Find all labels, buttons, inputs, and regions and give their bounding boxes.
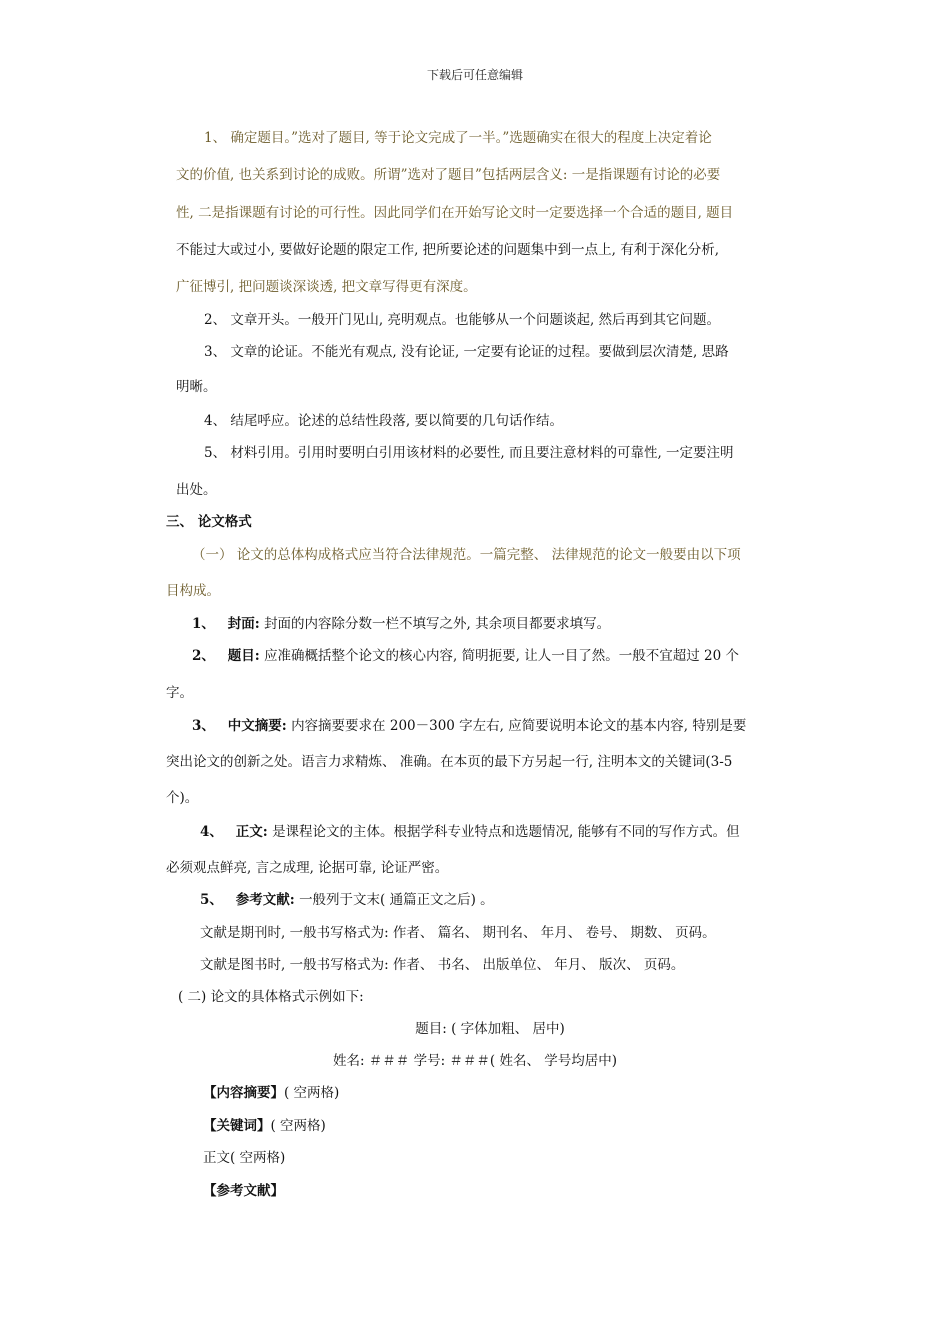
example-references: 【参考文献】 — [203, 1183, 284, 1199]
point-4: 4、 结尾呼应。论述的总结性段落, 要以简要的几句话作结。 — [204, 413, 563, 429]
example-abstract-label: 【内容摘要】 — [203, 1085, 284, 1101]
example-keywords — [203, 1116, 326, 1136]
example-abstract — [203, 1083, 339, 1103]
item-4 — [200, 822, 740, 842]
section-3-heading: 三、 论文格式 — [166, 514, 252, 530]
item-2-label: 题目: — [227, 648, 260, 664]
item-4-label: 正文: — [235, 824, 268, 840]
example-body: 正文( 空两格) — [203, 1150, 286, 1166]
point-2: 2、 文章开头。一般开门见山, 亮明观点。也能够从一个问题谈起, 然后再到其它问题。 — [204, 312, 721, 328]
item-4-text: 是课程论文的主体。根据学科专业特点和选题情况, 能够有不同的写作方式。但 — [272, 824, 740, 840]
example-abstract-note: ( 空两格) — [284, 1085, 340, 1101]
point-1-line-2: 文的价值, 也关系到讨论的成败。所谓”选对了题目”包括两层含义: 一是指课题有讨论的必要 — [176, 167, 721, 183]
item-2-number: 2、 — [192, 648, 215, 664]
item-3 — [192, 716, 746, 736]
item-1-text: 封面的内容除分数一栏不填写之外, 其余项目都要求填写。 — [264, 616, 611, 632]
item-5 — [200, 890, 494, 910]
ref-book-format: 文献是图书时, 一般书写格式为: 作者、 书名、 出版单位、 年月、 版次、 页码。 — [200, 957, 685, 973]
item-2-line-2: 字。 — [166, 685, 193, 701]
part-2-heading: ( 二) 论文的具体格式示例如下: — [178, 989, 364, 1005]
point-3-line-1: 3、 文章的论证。不能光有观点, 没有论证, 一定要有论证的过程。要做到层次清楚, 思路 — [204, 344, 729, 360]
point-3-line-2: 明晰。 — [176, 379, 217, 395]
point-5-line-1: 5、 材料引用。引用时要明白引用该材料的必要性, 而且要注意材料的可靠性, 一定要注明 — [204, 445, 734, 461]
item-4-number: 4、 — [200, 824, 223, 840]
item-3-label: 中文摘要: — [227, 718, 287, 734]
example-title: 题目: ( 字体加粗、 居中) — [415, 1021, 565, 1037]
item-1-number: 1、 — [192, 616, 215, 632]
example-keywords-label: 【关键词】 — [203, 1118, 271, 1134]
item-2-text: 应准确概括整个论文的核心内容, 简明扼要, 让人一目了然。一般不宜超过 20 个 — [264, 648, 739, 664]
item-4-line-2: 必须观点鲜亮, 言之成理, 论据可靠, 论证严密。 — [166, 860, 449, 876]
item-5-number: 5、 — [200, 892, 223, 908]
part-1-line-2: 目构成。 — [166, 583, 220, 599]
item-5-label: 参考文献: — [235, 892, 295, 908]
item-5-text: 一般列于文末( 通篇正文之后) 。 — [299, 892, 494, 908]
item-3-number: 3、 — [192, 718, 215, 734]
point-1-line-3: 性, 二是指课题有讨论的可行性。因此同学们在开始写论文时一定要选择一个合适的题目, 题目 — [176, 205, 734, 221]
item-1 — [192, 614, 610, 634]
point-1-line-1: 1、 确定题目。”选对了题目, 等于论文完成了一半。”选题确实在很大的程度上决定着论 — [204, 130, 712, 146]
ref-journal-format: 文献是期刊时, 一般书写格式为: 作者、 篇名、 期刊名、 年月、 卷号、 期数、 页码。 — [200, 925, 716, 941]
point-5-line-2: 出处。 — [176, 482, 217, 498]
example-author: 姓名: ＃＃＃ 学号: ＃＃＃( 姓名、 学号均居中) — [332, 1053, 618, 1069]
part-1-line-1: （一） 论文的总体构成格式应当符合法律规范。一篇完整、 法律规范的论文一般要由以下项 — [192, 547, 741, 563]
item-3-line-3: 个)。 — [166, 790, 199, 806]
item-1-label: 封面: — [227, 616, 260, 632]
item-2 — [192, 646, 739, 666]
item-3-text: 内容摘要要求在 200－300 字左右, 应简要说明本论文的基本内容, 特别是要 — [291, 718, 747, 734]
example-keywords-note: ( 空两格) — [270, 1118, 326, 1134]
item-3-line-2: 突出论文的创新之处。语言力求精炼、 准确。在本页的最下方另起一行, 注明本文的关键词(3-5 — [166, 754, 733, 770]
point-1-line-5: 广征博引, 把问题谈深谈透, 把文章写得更有深度。 — [176, 279, 477, 295]
page-header: 下载后可任意编辑 — [426, 68, 523, 82]
point-1-line-4: 不能过大或过小, 要做好论题的限定工作, 把所要论述的问题集中到一点上, 有利于深化分析, — [176, 242, 720, 258]
